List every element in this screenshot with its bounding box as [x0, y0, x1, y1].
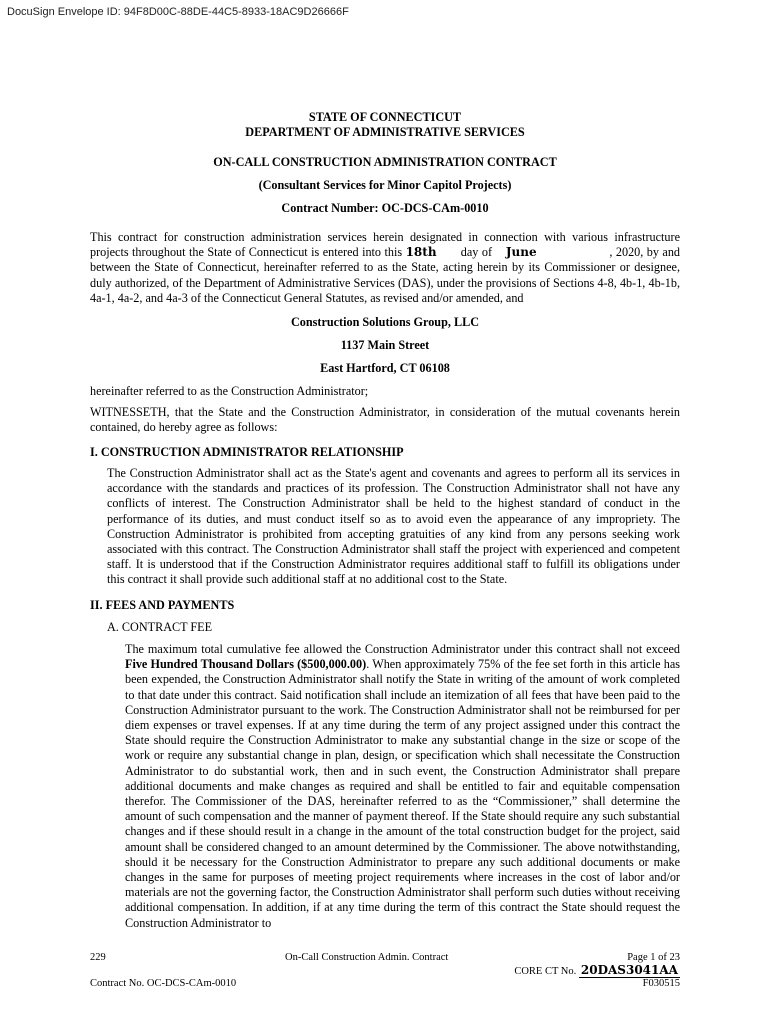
contract-subtitle: (Consultant Services for Minor Capitol Projects): [258, 178, 512, 192]
section2-body: The maximum total cumulative fee allowed the Construction Administrator under this contract shall not exceed Five Hundred Thousand Dollars ($500,000.00). When approximately 75% of the fee set forth in this article has been expended, the Construction Administrator shall notify the State in writing of the amount of work completed to that date under this contract. Said notification shall include an itemization of all fees that have been paid to the Construction Administrator pursuant to the work. The Construction Administrator shall not be reimbursed for per diem expenses or travel expenses. If at any time during the term of any project assigned under this contract the State should require the Construction Administrator to make any substantial change in the size or scope of the work or require any substantial change in plan, design, or specification which shall necessitate the Construction Administrator to do substantial work, then and in such event, the Construction Administrator shall prepare additional documents and make changes as required and shall be entitled to fair and equitable compensation therefor. The Commissioner of the DAS, hereinafter referred to as the “Commissioner,” shall determine the amount of such compensation and the manner of payment thereof. If the State should require any such substantial changes and if these should result in a change in the amount of the total construction budget for the project, said amount shall be considered changed to an amount determined by the Commissioner. The above notwithstanding, should it be necessary for the Construction Administrator to prepare any such additional documents or make changes in the same for purposes of meeting project requirements where increases in the cost of labor and/or materials are not the governing factor, the Construction Administrator shall perform such duties without receiving additional compensation. In addition, if at any time during the term of this contract the State should request the Construction Administrator to: [125, 642, 680, 930]
footer-page: Page 1 of 23: [627, 952, 680, 963]
fee-amount: Five Hundred Thousand Dollars ($500,000.00): [125, 657, 367, 672]
section2-subheading: A. CONTRACT FEE: [107, 620, 213, 634]
day-handwritten: 18th: [405, 245, 437, 260]
section1-heading: I. CONSTRUCTION ADMINISTRATOR RELATIONSHIP: [90, 445, 404, 459]
month-handwritten: June: [505, 245, 537, 260]
referred-text: hereinafter referred to as the Construction Administrator;: [90, 384, 369, 398]
footer-title: On-Call Construction Admin. Contract: [285, 952, 449, 963]
witnesseth-paragraph: WITNESSETH, that the State and the Construction Administrator, in consideration of the mutual covenants herein contained, do hereby agree as follows:: [90, 405, 680, 435]
header-state: STATE OF CONNECTICUT: [308, 110, 462, 124]
footer-left-number: 229: [90, 952, 106, 963]
party-name: Construction Solutions Group, LLC: [290, 315, 480, 329]
docusign-envelope-id: DocuSign Envelope ID: 94F8D00C-88DE-44C5-8933-18AC9D26666F: [7, 6, 349, 18]
footer-core: CORE CT No. 20DAS3041AA: [514, 963, 678, 977]
core-number-handwritten: 20DAS3041AA: [580, 963, 678, 977]
intro-paragraph: This contract for construction administration services herein designated in connection with various infrastructure projects throughout the State of Connecticut is entered into this 18th day of June , 2020, by and between the State of Connecticut, hereinafter referred to as the State, acting herein by its Commissioner or designee, duly authorized, of the Department of Administrative Services (DAS), under the provisions of Sections 4-8, 4b-1, 4b-1b, 4a-1, 4a-2, and 4a-3 of the Connecticut General Statutes, as revised and/or amended, and: [90, 230, 681, 305]
section2-heading: II. FEES AND PAYMENTS: [90, 598, 235, 612]
footer-contract-no: Contract No. OC-DCS-CAm-0010: [90, 978, 237, 989]
header-department: DEPARTMENT OF ADMINISTRATIVE SERVICES: [245, 125, 525, 139]
section1-body: The Construction Administrator shall act as the State's agent and covenants and agrees to perform all its services in accordance with the standards and practices of its profession. The Construction Administrator shall not have any conflicts of interest. The Construction Administrator shall be held to the highest standard of conduct in the performance of its duties, and must conduct itself so as to avoid even the appearance of any impropriety. The Construction Administrator is prohibited from accepting gratuities of any kind from any persons seeking work associated with this contract. The Construction Administrator shall staff the project with experienced and competent staff. It is understood that if the Construction Administrator requires additional staff to fulfill its obligations under this contract it shall provide such additional staff at no additional cost to the State.: [107, 466, 680, 587]
contract-title: ON-CALL CONSTRUCTION ADMINISTRATION CONTRACT: [213, 155, 557, 169]
contract-number: Contract Number: OC-DCS-CAm-0010: [281, 201, 489, 215]
party-city: East Hartford, CT 06108: [320, 361, 450, 375]
party-street: 1137 Main Street: [340, 338, 430, 352]
footer-form: F030515: [642, 978, 680, 989]
